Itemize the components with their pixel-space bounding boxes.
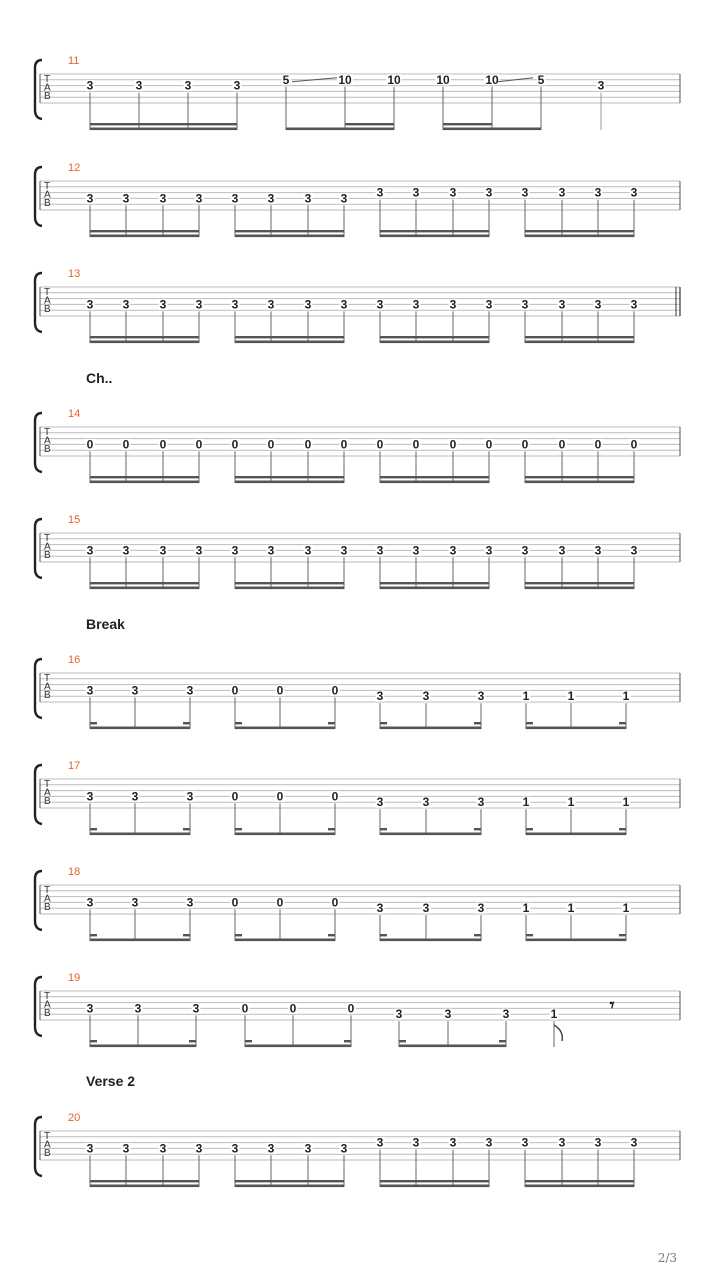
beam (443, 123, 492, 125)
system-bracket (35, 519, 42, 578)
fret-number: 3 (159, 297, 167, 312)
tab-clef-letter: T (44, 779, 51, 790)
fret-number: 3 (195, 543, 203, 558)
fret-number: 3 (485, 297, 493, 312)
beam (380, 230, 489, 232)
beam (526, 727, 626, 730)
section-label-verse-2: Verse 2 (86, 1073, 136, 1089)
beam (380, 727, 481, 730)
system-bracket (35, 167, 42, 226)
beam (380, 939, 481, 942)
fret-number: 10 (436, 72, 450, 87)
beam (235, 341, 344, 344)
fret-number: 3 (412, 1135, 420, 1150)
beam (235, 1180, 344, 1182)
beam (380, 336, 489, 338)
fret-number: 3 (195, 191, 203, 206)
beam (235, 582, 344, 584)
fret-number: 1 (622, 795, 630, 810)
tab-clef-letter: A (44, 1139, 51, 1151)
fret-number: 3 (86, 895, 94, 910)
fret-number: 0 (630, 437, 638, 452)
tab-clef-letter: A (44, 787, 51, 799)
fret-number: 0 (231, 437, 239, 452)
beam-stub (526, 722, 533, 724)
fret-number: 3 (376, 901, 384, 916)
measure-number: 18 (68, 866, 81, 878)
beam (525, 341, 634, 344)
fret-number: 3 (304, 543, 312, 558)
tab-clef-letter: B (44, 1148, 51, 1159)
fret-number: 1 (567, 901, 575, 916)
fret-number: 3 (131, 683, 139, 698)
fret-number: 0 (331, 789, 339, 804)
fret-number: 3 (477, 901, 485, 916)
tab-clef-letter: T (44, 533, 51, 544)
beam-stub (235, 828, 242, 830)
beam (526, 939, 626, 942)
fret-number: 3 (412, 543, 420, 558)
system-bracket (35, 413, 42, 472)
beam (235, 587, 344, 590)
beam (235, 939, 335, 942)
tab-clef-letter: T (44, 673, 51, 684)
fret-number: 3 (630, 1135, 638, 1150)
fret-number: 0 (86, 437, 94, 452)
beam (245, 1045, 351, 1048)
beam-stub (380, 828, 387, 830)
beam (235, 235, 344, 238)
fret-number: 3 (340, 297, 348, 312)
beam (380, 341, 489, 344)
fret-number: 3 (86, 683, 94, 698)
beam-stub (90, 934, 97, 936)
fret-number: 0 (276, 789, 284, 804)
fret-number: 3 (422, 795, 430, 810)
beam (90, 235, 199, 238)
fret-number: 0 (347, 1001, 355, 1016)
section-label-chorus: Ch.. (86, 370, 113, 386)
beam (525, 481, 634, 484)
beam-stub (344, 1040, 351, 1042)
fret-number: 0 (331, 683, 339, 698)
beam (525, 336, 634, 338)
beam-stub (90, 722, 97, 724)
fret-number: 3 (231, 297, 239, 312)
fret-number: 3 (376, 297, 384, 312)
system-bracket (35, 871, 42, 930)
tab-clef-letter: A (44, 681, 51, 693)
fret-number: 3 (186, 683, 194, 698)
fret-number: 3 (122, 297, 130, 312)
measure-number: 20 (68, 1112, 81, 1124)
fret-number: 0 (231, 895, 239, 910)
beam-stub (499, 1040, 506, 1042)
fret-number: 3 (485, 543, 493, 558)
beam (90, 1185, 199, 1188)
fret-number: 3 (558, 297, 566, 312)
system-bracket (35, 1117, 42, 1176)
fret-number: 3 (195, 1141, 203, 1156)
fret-number: 3 (86, 1141, 94, 1156)
beam (90, 123, 237, 125)
fret-number: 3 (597, 78, 605, 93)
system-bracket (35, 659, 42, 718)
fret-number: 0 (276, 895, 284, 910)
beam-stub (235, 934, 242, 936)
beam (380, 833, 481, 836)
fret-number: 0 (331, 895, 339, 910)
beam (90, 476, 199, 478)
fret-number: 3 (412, 297, 420, 312)
beam (90, 587, 199, 590)
fret-number: 1 (567, 689, 575, 704)
beam (525, 582, 634, 584)
beam-stub (526, 934, 533, 936)
beam (345, 123, 394, 125)
tab-clef-letter: T (44, 1131, 51, 1142)
tab-clef-letter: T (44, 885, 51, 896)
fret-number: 3 (192, 1001, 200, 1016)
fret-number: 3 (422, 901, 430, 916)
beam (90, 230, 199, 232)
beam (90, 1045, 196, 1048)
fret-number: 3 (131, 895, 139, 910)
beam-stub (399, 1040, 406, 1042)
measure-number: 13 (68, 268, 81, 280)
fret-number: 3 (521, 297, 529, 312)
fret-number: 0 (231, 683, 239, 698)
fret-number: 3 (477, 795, 485, 810)
fret-number: 0 (412, 437, 420, 452)
fret-number: 1 (550, 1007, 558, 1022)
beam-stub (328, 828, 335, 830)
tab-clef-letter: A (44, 541, 51, 553)
fret-number: 0 (159, 437, 167, 452)
beam (235, 727, 335, 730)
beam-stub (183, 722, 190, 724)
fret-number: 3 (412, 185, 420, 200)
fret-number: 5 (537, 72, 545, 87)
fret-number: 3 (304, 297, 312, 312)
fret-number: 3 (376, 795, 384, 810)
beam-stub (474, 722, 481, 724)
tab-clef-letter: B (44, 91, 51, 102)
fret-number: 3 (131, 789, 139, 804)
fret-number: 3 (594, 1135, 602, 1150)
beam-stub (90, 1040, 97, 1042)
fret-number: 3 (122, 191, 130, 206)
tab-clef-letter: T (44, 427, 51, 438)
tab-clef-letter: B (44, 304, 51, 315)
fret-number: 3 (521, 543, 529, 558)
fret-number: 3 (449, 185, 457, 200)
tab-clef-letter: B (44, 444, 51, 455)
beam-stub (183, 934, 190, 936)
beam (380, 476, 489, 478)
measure-number: 12 (68, 162, 81, 174)
fret-number: 0 (521, 437, 529, 452)
fret-number: 10 (485, 72, 499, 87)
beam (235, 1185, 344, 1188)
fret-number: 3 (134, 1001, 142, 1016)
tab-clef-letter: B (44, 902, 51, 913)
fret-number: 3 (376, 543, 384, 558)
fret-number: 3 (86, 78, 94, 93)
fret-number: 0 (122, 437, 130, 452)
beam (380, 1180, 489, 1182)
section-label-break: Break (86, 616, 125, 632)
beam-stub (189, 1040, 196, 1042)
page-number: 2/3 (657, 1251, 677, 1265)
beam (90, 341, 199, 344)
fret-number: 1 (622, 689, 630, 704)
fret-number: 1 (522, 901, 530, 916)
fret-number: 3 (304, 1141, 312, 1156)
measure-number: 14 (68, 408, 81, 420)
beam (443, 128, 541, 131)
fret-number: 1 (522, 689, 530, 704)
fret-number: 0 (558, 437, 566, 452)
beam (525, 230, 634, 232)
beam-stub (90, 828, 97, 830)
fret-number: 3 (477, 689, 485, 704)
fret-number: 3 (267, 297, 275, 312)
tab-clef-letter: T (44, 287, 51, 298)
fret-number: 3 (376, 1135, 384, 1150)
fret-number: 0 (304, 437, 312, 452)
fret-number: 0 (276, 683, 284, 698)
fret-number: 0 (376, 437, 384, 452)
fret-number: 3 (231, 543, 239, 558)
fret-number: 3 (267, 191, 275, 206)
beam (235, 230, 344, 232)
fret-number: 0 (449, 437, 457, 452)
fret-number: 3 (449, 1135, 457, 1150)
fret-number: 3 (86, 789, 94, 804)
beam (286, 128, 394, 131)
fret-number: 3 (376, 689, 384, 704)
measure-number: 15 (68, 514, 81, 526)
beam (525, 1180, 634, 1182)
tab-clef-letter: T (44, 74, 51, 85)
fret-number: 0 (340, 437, 348, 452)
fret-number: 3 (267, 543, 275, 558)
fret-number: 3 (340, 543, 348, 558)
fret-number: 3 (521, 1135, 529, 1150)
beam (235, 481, 344, 484)
beam-stub (183, 828, 190, 830)
system-bracket (35, 60, 42, 119)
beam-stub (526, 828, 533, 830)
eighth-rest-symbol: 𝄾 (609, 995, 615, 1015)
beam (525, 235, 634, 238)
beam (90, 727, 190, 730)
measure-number: 19 (68, 972, 81, 984)
fret-number: 3 (135, 78, 143, 93)
fret-number: 3 (594, 185, 602, 200)
fret-number: 3 (422, 689, 430, 704)
fret-number: 3 (340, 191, 348, 206)
fret-number: 3 (267, 1141, 275, 1156)
fret-number: 0 (267, 437, 275, 452)
fret-number: 3 (594, 543, 602, 558)
beam (90, 336, 199, 338)
beam-stub (619, 722, 626, 724)
fret-number: 3 (159, 1141, 167, 1156)
fret-number: 3 (485, 1135, 493, 1150)
fret-number: 1 (522, 795, 530, 810)
fret-number: 3 (444, 1007, 452, 1022)
tab-clef-letter: T (44, 991, 51, 1002)
eighth-flag (554, 1025, 562, 1041)
beam (90, 481, 199, 484)
beam (526, 833, 626, 836)
beam-stub (474, 934, 481, 936)
beam-stub (235, 722, 242, 724)
beam (380, 582, 489, 584)
beam-stub (619, 828, 626, 830)
fret-number: 1 (567, 795, 575, 810)
tab-clef-letter: A (44, 435, 51, 447)
fret-number: 0 (241, 1001, 249, 1016)
tab-clef-letter: B (44, 1008, 51, 1019)
fret-number: 3 (231, 1141, 239, 1156)
fret-number: 5 (282, 72, 290, 87)
fret-number: 0 (485, 437, 493, 452)
beam (399, 1045, 506, 1048)
fret-number: 3 (304, 191, 312, 206)
beam-stub (474, 828, 481, 830)
fret-number: 3 (502, 1007, 510, 1022)
beam (90, 1180, 199, 1182)
beam (235, 336, 344, 338)
fret-number: 0 (195, 437, 203, 452)
fret-number: 3 (594, 297, 602, 312)
fret-number: 10 (338, 72, 352, 87)
fret-number: 3 (195, 297, 203, 312)
beam (525, 1185, 634, 1188)
tab-clef-letter: B (44, 690, 51, 701)
measure-number: 16 (68, 654, 81, 666)
beam-stub (380, 722, 387, 724)
fret-number: 3 (558, 185, 566, 200)
tab-clef-letter: A (44, 999, 51, 1011)
beam-stub (380, 934, 387, 936)
fret-number: 3 (86, 543, 94, 558)
fret-number: 0 (231, 789, 239, 804)
beam (525, 587, 634, 590)
beam (380, 587, 489, 590)
beam (525, 476, 634, 478)
measure-number: 17 (68, 760, 81, 772)
beam-stub (619, 934, 626, 936)
fret-number: 3 (630, 543, 638, 558)
system-bracket (35, 765, 42, 824)
beam (380, 235, 489, 238)
beam (90, 582, 199, 584)
fret-number: 0 (594, 437, 602, 452)
fret-number: 3 (376, 185, 384, 200)
beam (90, 833, 190, 836)
fret-number: 3 (186, 789, 194, 804)
fret-number: 10 (387, 72, 401, 87)
beam (90, 128, 237, 131)
fret-number: 3 (558, 1135, 566, 1150)
system-bracket (35, 273, 42, 332)
fret-number: 3 (122, 1141, 130, 1156)
fret-number: 3 (630, 297, 638, 312)
fret-number: 3 (122, 543, 130, 558)
fret-number: 3 (395, 1007, 403, 1022)
system-bracket (35, 977, 42, 1036)
fret-number: 3 (630, 185, 638, 200)
beam-stub (328, 934, 335, 936)
tab-clef-letter: T (44, 181, 51, 192)
fret-number: 3 (340, 1141, 348, 1156)
fret-number: 3 (184, 78, 192, 93)
tab-clef-letter: A (44, 295, 51, 307)
tab-clef-letter: A (44, 82, 51, 94)
tab-clef-letter: A (44, 189, 51, 201)
beam-stub (245, 1040, 252, 1042)
fret-number: 3 (86, 297, 94, 312)
fret-number: 3 (86, 1001, 94, 1016)
tab-clef-letter: B (44, 198, 51, 209)
beam (380, 481, 489, 484)
beam-stub (328, 722, 335, 724)
tab-clef-letter: B (44, 796, 51, 807)
fret-number: 3 (86, 191, 94, 206)
fret-number: 1 (622, 901, 630, 916)
fret-number: 3 (449, 543, 457, 558)
fret-number: 3 (231, 191, 239, 206)
fret-number: 3 (233, 78, 241, 93)
fret-number: 3 (186, 895, 194, 910)
fret-number: 3 (449, 297, 457, 312)
fret-number: 3 (521, 185, 529, 200)
fret-number: 3 (159, 191, 167, 206)
fret-number: 3 (159, 543, 167, 558)
fret-number: 3 (558, 543, 566, 558)
beam (90, 939, 190, 942)
beam (235, 833, 335, 836)
tab-clef-letter: B (44, 550, 51, 561)
fret-number: 0 (289, 1001, 297, 1016)
beam (235, 476, 344, 478)
beam (380, 1185, 489, 1188)
measure-number: 11 (68, 55, 80, 67)
tab-clef-letter: A (44, 893, 51, 905)
fret-number: 3 (485, 185, 493, 200)
